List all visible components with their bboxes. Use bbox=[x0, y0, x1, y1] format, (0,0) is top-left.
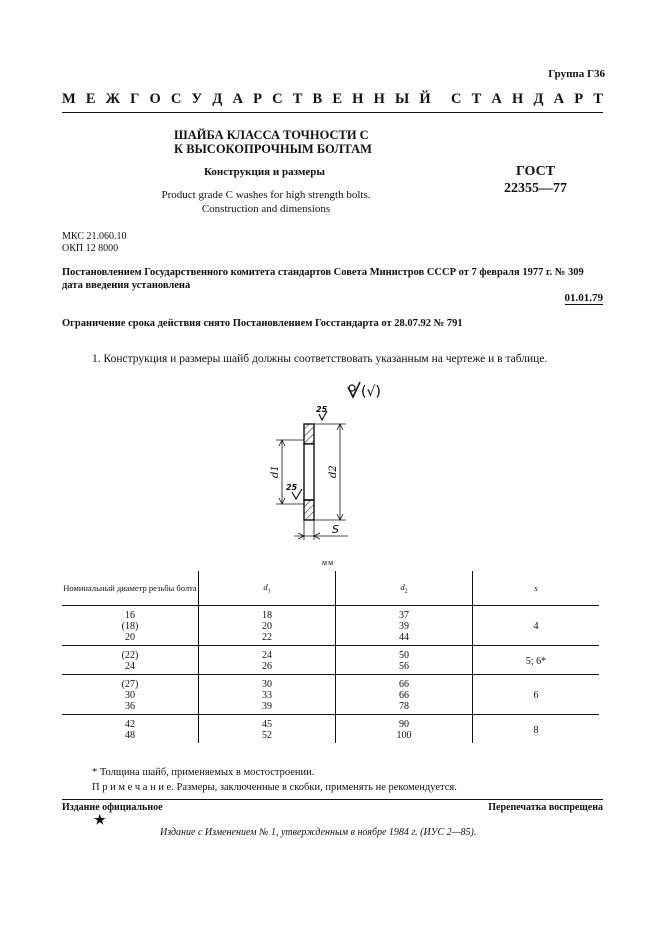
cell-value: 20 bbox=[125, 632, 135, 643]
table-header-row bbox=[62, 571, 599, 606]
d1-label: d1 bbox=[270, 465, 281, 478]
banner-letter: Н bbox=[373, 91, 385, 107]
washer-drawing bbox=[256, 378, 396, 548]
table-row bbox=[62, 646, 599, 675]
washer-section bbox=[304, 424, 314, 520]
cell-bolt bbox=[62, 675, 199, 715]
roughness-symbol bbox=[348, 382, 381, 400]
cell-d2 bbox=[336, 715, 473, 744]
cell-value: 100 bbox=[396, 730, 412, 741]
header-s: s bbox=[473, 571, 600, 606]
cell-value: 20 bbox=[262, 621, 272, 632]
table-row bbox=[62, 606, 599, 646]
note bbox=[92, 782, 457, 793]
cell-value: 16 bbox=[125, 610, 135, 621]
header-d2: $d_2$ bbox=[336, 571, 473, 606]
standard-banner bbox=[62, 91, 603, 108]
cell-value: 18 bbox=[262, 610, 272, 621]
banner-letter: Н bbox=[352, 91, 364, 107]
cell-value: 44 bbox=[399, 632, 409, 643]
roughness-left-value: 25 bbox=[286, 483, 298, 492]
cell-d2 bbox=[336, 646, 473, 675]
table-row bbox=[62, 675, 599, 715]
banner-letter: Д bbox=[212, 91, 223, 107]
title-line-1: ШАЙБА КЛАССА ТОЧНОСТИ С bbox=[174, 128, 369, 142]
mks-code: МКС 21.060.10 bbox=[62, 231, 127, 242]
banner-letter: Й bbox=[419, 91, 431, 107]
banner-letter: Г bbox=[130, 91, 140, 107]
d2-label: d2 bbox=[328, 465, 339, 478]
cell-s: 4 bbox=[473, 606, 600, 646]
banner-letter: Д bbox=[533, 91, 544, 107]
banner-letter: Е bbox=[332, 91, 343, 107]
banner-letter: Ж bbox=[105, 91, 120, 107]
decree-text: Постановлением Государственного комитета стандартов Совета Министров СССР от 7 февраля 1977 г. № 309 дата введения установлена bbox=[62, 267, 584, 291]
cell-bolt bbox=[62, 715, 199, 744]
cell-value: 42 bbox=[125, 719, 135, 730]
banner-letter: Т bbox=[471, 91, 482, 107]
cell-value: 66 bbox=[399, 690, 409, 701]
banner-letter: У bbox=[191, 91, 203, 107]
gost-designation bbox=[504, 163, 567, 197]
cell-d1 bbox=[199, 675, 336, 715]
header-bolt-diameter: Номинальный диаметр резьбы болта bbox=[62, 571, 199, 606]
banner-letter: С bbox=[450, 91, 462, 107]
cell-value: 52 bbox=[262, 730, 272, 741]
cell-d2 bbox=[336, 675, 473, 715]
banner-letter: Е bbox=[85, 91, 96, 107]
cell-value: 30 bbox=[125, 690, 135, 701]
cell-value: 26 bbox=[262, 661, 272, 672]
document-title bbox=[174, 128, 372, 156]
group-code: Группа Г36 bbox=[548, 68, 605, 80]
banner-letter: Т bbox=[292, 91, 303, 107]
banner-letter: Т bbox=[593, 91, 603, 107]
banner-letter: Р bbox=[253, 91, 262, 107]
gost-number: 22355—77 bbox=[504, 181, 567, 196]
cell-value: 48 bbox=[125, 730, 135, 741]
cell-value: (27) bbox=[121, 679, 139, 690]
banner-letter: Н bbox=[512, 91, 524, 107]
cell-value: 33 bbox=[262, 690, 272, 701]
cell-s: 6 bbox=[473, 675, 600, 715]
note-text: Размеры, заключенные в скобки, применять не рекомендуется. bbox=[176, 782, 457, 793]
star-mark: ★ bbox=[94, 812, 106, 827]
cell-value: 50 bbox=[399, 650, 409, 661]
header-divider bbox=[62, 112, 603, 113]
banner-letter: А bbox=[553, 91, 565, 107]
banner-letter: Ы bbox=[395, 91, 410, 107]
header-d1-sub: 1 bbox=[267, 588, 271, 595]
cell-d2 bbox=[336, 606, 473, 646]
header-d1: $d_1$ bbox=[199, 571, 336, 606]
document-subtitle: Конструкция и размеры bbox=[204, 166, 325, 178]
reprint-prohibited: Перепечатка воспрещена bbox=[488, 802, 603, 813]
title-line-2: К ВЫСОКОПРОЧНЫМ БОЛТАМ bbox=[174, 142, 372, 156]
cell-s: 5; 6* bbox=[473, 646, 600, 675]
banner-letter: О bbox=[149, 91, 161, 107]
banner-letter: М bbox=[62, 91, 76, 107]
cell-value: 24 bbox=[125, 661, 135, 672]
header-d2-sub: 2 bbox=[404, 588, 408, 595]
english-title-line-2: Construction and dimensions bbox=[201, 203, 331, 215]
banner-letter: В bbox=[312, 91, 323, 107]
cell-d1 bbox=[199, 606, 336, 646]
effective-date: 01.01.79 bbox=[564, 292, 603, 304]
cell-value: 66 bbox=[399, 679, 409, 690]
s-label: S bbox=[332, 523, 339, 536]
cell-value: 24 bbox=[262, 650, 272, 661]
cell-value: 36 bbox=[125, 701, 135, 712]
limit-removed-text: Ограничение срока действия снято Постановлением Госстандарта от 28.07.92 № 791 bbox=[62, 318, 463, 329]
table-row bbox=[62, 715, 599, 744]
official-edition: Издание официальное bbox=[62, 802, 163, 813]
cell-value: 39 bbox=[399, 621, 409, 632]
cell-value: 78 bbox=[399, 701, 409, 712]
cell-value: 22 bbox=[262, 632, 272, 643]
cell-s: 8 bbox=[473, 715, 600, 744]
roughness-parentheses: (√) bbox=[361, 384, 381, 400]
footer-divider bbox=[62, 799, 603, 800]
classification-codes bbox=[62, 231, 126, 255]
cell-value: 56 bbox=[399, 661, 409, 672]
english-title bbox=[154, 188, 378, 216]
note-label: П р и м е ч а н и е. bbox=[92, 782, 174, 793]
cell-value: 90 bbox=[399, 719, 409, 730]
edition-note: Издание с Изменением № 1, утвержденным в ноябре 1984 г. (ИУС 2—85). bbox=[160, 827, 477, 838]
cell-value: 39 bbox=[262, 701, 272, 712]
cell-value: (22) bbox=[121, 650, 139, 661]
gost-label: ГОСТ bbox=[515, 164, 556, 179]
banner-letter: С bbox=[272, 91, 283, 107]
cell-bolt bbox=[62, 606, 199, 646]
unit-label: мм bbox=[322, 558, 335, 567]
paragraph-1: 1. Конструкция и размеры шайб должны соответствовать указанным на чертеже и в таблице. bbox=[92, 353, 548, 365]
cell-value: 37 bbox=[399, 610, 409, 621]
cell-value: 45 bbox=[262, 719, 272, 730]
okp-code: ОКП 12 8000 bbox=[62, 243, 119, 254]
banner-letter: Р bbox=[574, 91, 584, 107]
banner-letter: А bbox=[491, 91, 502, 107]
cell-value: (18) bbox=[121, 621, 139, 632]
roughness-top-value: 25 bbox=[316, 405, 328, 414]
cell-bolt bbox=[62, 646, 199, 675]
banner-letter: С bbox=[170, 91, 182, 107]
cell-d1 bbox=[199, 715, 336, 744]
cell-d1 bbox=[199, 646, 336, 675]
english-title-line-1: Product grade C washes for high strength bolts. bbox=[161, 189, 371, 201]
dimensions-table bbox=[62, 571, 599, 743]
banner-letter: А bbox=[232, 91, 243, 107]
footnote: * Толщина шайб, применяемых в мостостроении. bbox=[92, 767, 315, 778]
cell-value: 30 bbox=[262, 679, 272, 690]
